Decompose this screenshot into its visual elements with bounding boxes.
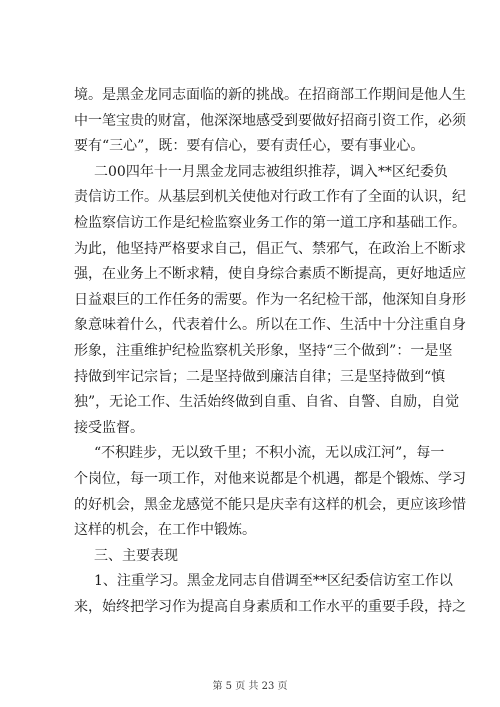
- text-line: 来，始终把学习作为提高自身素质和工作水平的重要手段，持之: [74, 598, 466, 615]
- text-line: 的好机会，黑金龙感觉不能只是庆幸有这样的机会，更应该珍惜: [74, 496, 466, 513]
- paragraph-start-line: 1、注重学习。黑金龙同志自借调至**区纪委信访室工作以: [94, 573, 453, 590]
- paragraph-start-line: “不积跬步，无以致千里；不积小流，无以成江河”，每一: [94, 445, 445, 462]
- text-line: 强，在业务上不断求精，使自身综合素质不断提高，更好地适应: [74, 266, 466, 283]
- section-heading: 三、主要表现: [94, 547, 178, 564]
- text-line: 要有“三心”，既：要有信心，要有责任心，要有事业心。: [74, 138, 425, 155]
- text-line: 为此，他坚持严格要求自己，倡正气、禁邪气，在政治上不断求: [74, 240, 466, 257]
- text-line: 独”，无论工作、生活始终做到自重、自省、自警、自励，自觉: [74, 394, 460, 411]
- text-line: 检监察信访工作是纪检监察业务工作的第一道工序和基础工作。: [74, 214, 466, 231]
- text-line: 形象，注重维护纪检监察机关形象，坚持“三个做到”：一是坚: [74, 342, 453, 359]
- text-line: 责信访工作。从基层到机关使他对行政工作有了全面的认识，纪: [74, 189, 466, 206]
- text-line: 接受监督。: [74, 419, 144, 436]
- text-line: 这样的机会，在工作中锻炼。: [74, 522, 256, 539]
- paragraph-start-line: 二00四年十一月黑金龙同志被组织推荐，调入**区纪委负: [94, 163, 448, 180]
- text-line: 持做到牢记宗旨；二是坚持做到廉洁自律；三是坚持做到“慎: [74, 368, 446, 385]
- text-line: 中一笔宝贵的财富，他深深地感受到要做好招商引资工作，必须: [74, 112, 466, 129]
- page-body: [74, 83, 466, 620]
- text-line: 境。是黑金龙同志面临的新的挑战。在招商部工作期间是他人生: [74, 87, 466, 103]
- page-number-footer: 第 5 页 共 23 页: [212, 681, 288, 692]
- text-line: 日益艰巨的工作任务的需要。作为一名纪检干部，他深知自身形: [74, 291, 466, 308]
- text-line: 个岗位，每一项工作，对他来说都是个机遇，都是个锻炼、学习: [74, 470, 466, 487]
- text-line: 象意味着什么，代表着什么。所以在工作、生活中十分注重自身: [74, 317, 466, 334]
